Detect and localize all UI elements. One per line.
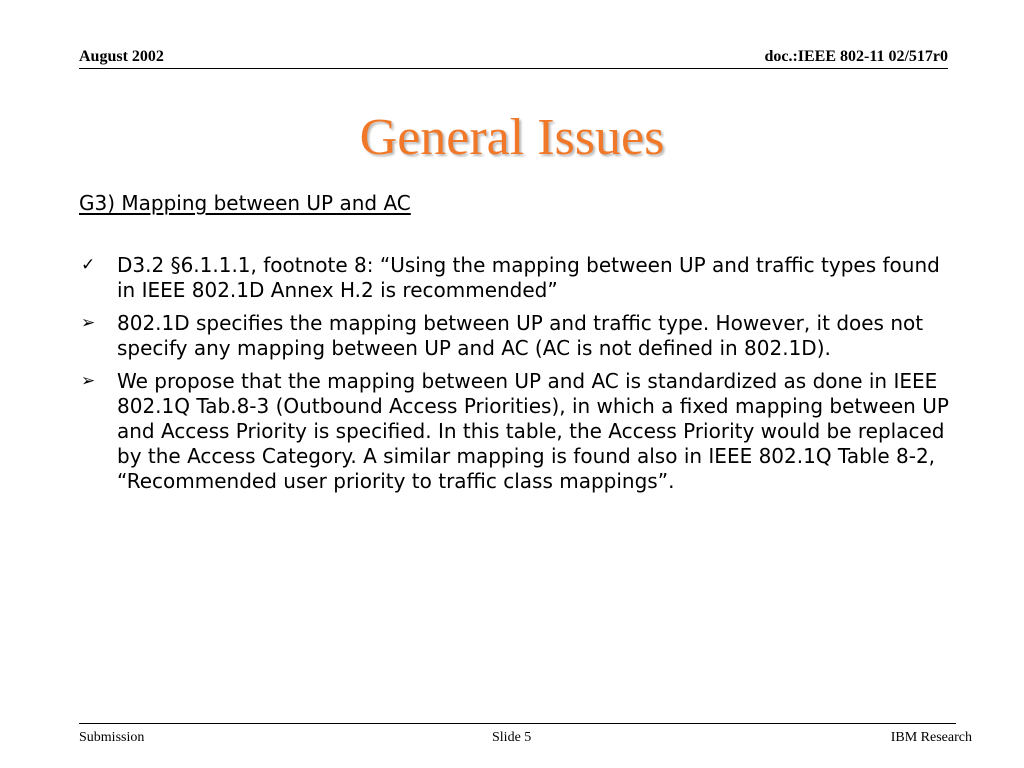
bullet-list xyxy=(79,253,949,502)
footer-submission: Submission xyxy=(79,730,145,745)
footer-divider xyxy=(79,723,956,724)
slide-subheading: G3) Mapping between UP and AC xyxy=(79,191,411,215)
header-doc-id: doc.:IEEE 802-11 02/517r0 xyxy=(764,48,948,65)
checkmark-icon: ✓ xyxy=(81,255,96,275)
bullet-item xyxy=(79,369,949,494)
bullet-text: We propose that the mapping between UP and AC is standardized as done in IEEE 802.1Q Tab.8-3 (Outbound Access Priorities), in which a fixed mapping between UP and Access Priority is specified. In this table, the Access Priority would be replaced by the Access Category. A similar mapping is found also in IEEE 802.1Q Table 8-2, “Recommended user priority to traffic class mappings”. xyxy=(117,369,949,493)
header-date: August 2002 xyxy=(79,48,164,65)
arrow-bullet-icon: ➢ xyxy=(81,313,96,333)
slide-title: General Issues xyxy=(359,109,665,166)
bullet-text: D3.2 §6.1.1.1, footnote 8: “Using the mapping between UP and traffic types found in IEEE 802.1D Annex H.2 is recommended” xyxy=(117,253,940,302)
bullet-text: 802.1D specifies the mapping between UP and traffic type. However, it does not specify any mapping between UP and AC (AC is not defined in 802.1D). xyxy=(117,311,924,360)
bullet-item xyxy=(79,311,949,361)
footer-slide-number: Slide 5 xyxy=(492,730,532,745)
bullet-item xyxy=(79,253,949,303)
arrow-bullet-icon: ➢ xyxy=(81,371,96,391)
header-divider xyxy=(79,68,948,69)
footer-organization: IBM Research xyxy=(890,730,972,745)
